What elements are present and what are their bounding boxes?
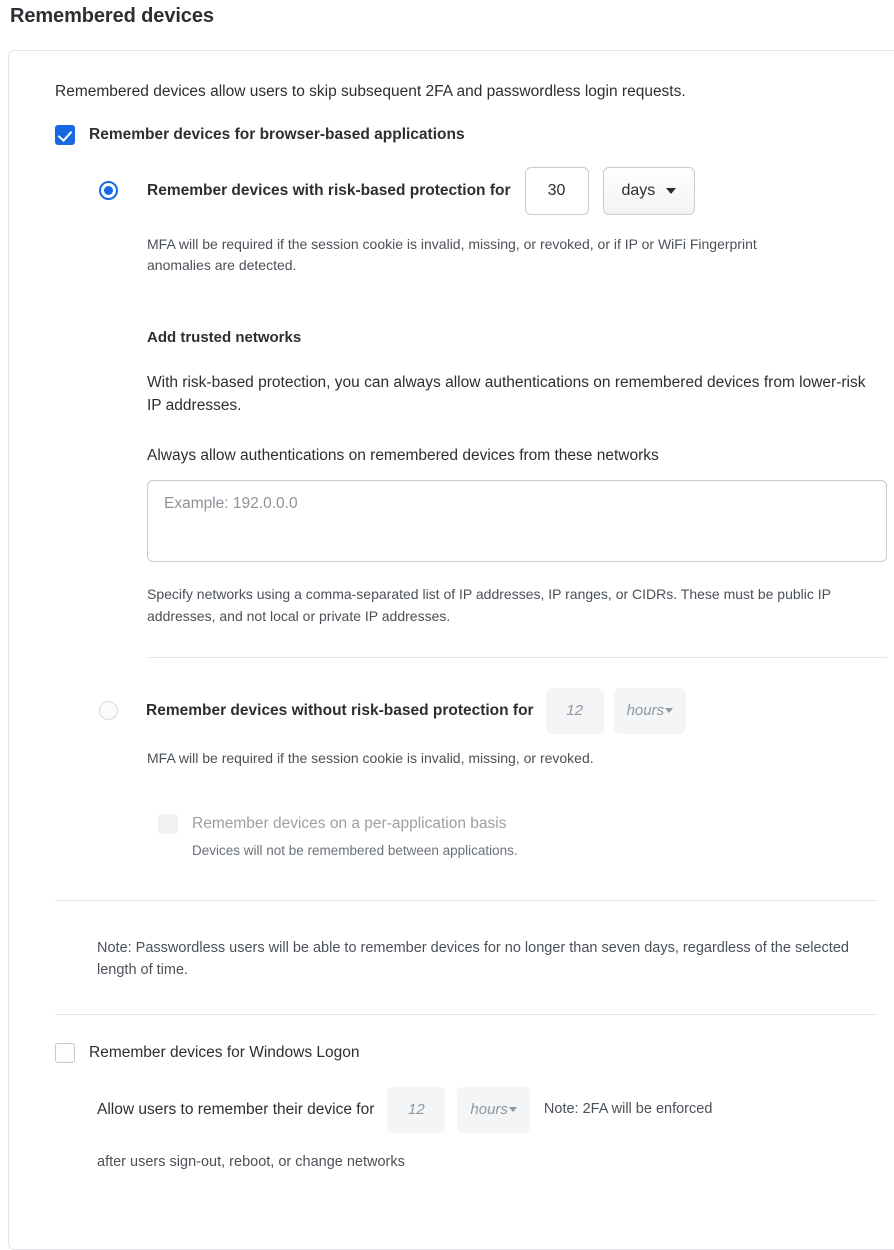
chevron-down-icon <box>665 708 673 713</box>
risk-based-radio-row[interactable] <box>99 167 894 215</box>
windows-logon-note-inline: Note: 2FA will be enforced <box>543 1101 713 1118</box>
chevron-down-icon <box>666 188 676 194</box>
browser-based-checkbox-row[interactable] <box>55 125 894 145</box>
windows-logon-duration-row <box>97 1087 894 1133</box>
remembered-devices-card <box>8 50 894 1250</box>
risk-based-duration-input[interactable] <box>525 167 589 215</box>
note-top-divider <box>55 900 878 901</box>
risk-based-option <box>99 167 894 658</box>
chevron-down-icon <box>509 1107 517 1112</box>
windows-logon-checkbox[interactable] <box>55 1043 75 1063</box>
per-application-help-text: Devices will not be remembered between applications. <box>192 842 518 858</box>
windows-logon-duration-unit-value: hours <box>470 1101 508 1119</box>
per-application-label: Remember devices on a per-application basis <box>192 814 507 832</box>
windows-logon-duration-input[interactable] <box>387 1087 445 1133</box>
no-risk-based-duration-unit-value: hours <box>626 702 665 720</box>
windows-logon-duration-unit-select[interactable] <box>457 1087 530 1133</box>
passwordless-note: Note: Passwordless users will be able to remember devices for no longer than seven days, regardless of the selected length of time. <box>97 939 849 979</box>
risk-based-label: Remember devices with risk-based protection for <box>147 181 511 199</box>
no-risk-based-help-text: MFA will be required if the session cookie is invalid, missing, or revoked. <box>147 749 594 766</box>
intro-text: Remembered devices allow users to skip subsequent 2FA and passwordless login requests. <box>55 83 686 100</box>
no-risk-based-radio-row[interactable] <box>99 688 894 734</box>
windows-logon-checkbox-row[interactable] <box>55 1043 894 1063</box>
trusted-networks-hint: Specify networks using a comma-separated list of IP addresses, IP ranges, or CIDRs. These must be public IP addresses, and not local or private IP addresses. <box>147 586 831 625</box>
per-application-checkbox[interactable] <box>158 814 178 834</box>
no-risk-based-body <box>147 748 894 861</box>
no-risk-based-label: Remember devices without risk-based protection for <box>146 701 534 719</box>
risk-based-help-text: MFA will be required if the session cookie is invalid, missing, or revoked, or if IP or WiFi Fingerprint anomalies are detected. <box>147 235 757 274</box>
trusted-networks-field-label: Always allow authentications on remembered devices from these networks <box>147 447 659 464</box>
windows-logon-duration-label: Allow users to remember their device for <box>97 1100 375 1118</box>
no-risk-based-duration-unit-select[interactable] <box>614 688 687 734</box>
risk-based-duration-unit-value: days <box>621 181 656 199</box>
risk-based-body <box>147 234 894 658</box>
trusted-networks-description: With risk-based protection, you can always allow authentications on remembered devices from lower-risk IP addresses. <box>147 374 866 414</box>
no-risk-based-radio[interactable] <box>99 701 118 720</box>
windows-logon-note-second-line: after users sign-out, reboot, or change networks <box>97 1153 405 1170</box>
note-bottom-divider <box>55 1014 878 1015</box>
risk-based-radio[interactable] <box>99 181 118 200</box>
no-risk-based-option <box>99 688 894 861</box>
risk-based-duration-unit-select[interactable] <box>603 167 696 215</box>
risk-based-divider <box>147 657 887 658</box>
trusted-networks-input[interactable] <box>147 480 887 562</box>
browser-based-checkbox-label: Remember devices for browser-based applications <box>89 125 465 143</box>
windows-logon-label: Remember devices for Windows Logon <box>89 1043 360 1061</box>
browser-based-checkbox[interactable] <box>55 125 75 145</box>
per-application-checkbox-row[interactable] <box>158 814 894 834</box>
no-risk-based-duration-input[interactable] <box>546 688 604 734</box>
trusted-networks-heading: Add trusted networks <box>147 329 302 347</box>
page-title: Remembered devices <box>10 5 214 27</box>
card-content <box>9 51 894 1173</box>
